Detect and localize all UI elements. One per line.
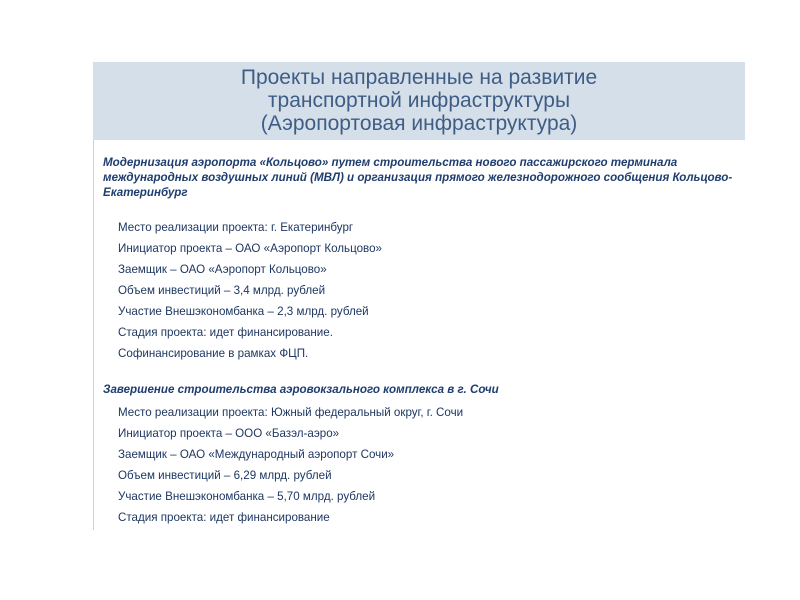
title-line: Проекты направленные на развитие [240, 66, 598, 89]
project-heading-koltsovo: Модернизация аэропорта «Кольцово» путем строительства нового пассажирского терминала международных воздушных линий (МВЛ) и организация прямого железнодорожного сообщения Кольцово-Екатеринбург [103, 156, 733, 199]
slide-title [93, 66, 745, 135]
list-item: Место реализации проекта: г. Екатеринбург [118, 221, 354, 234]
project-details-koltsovo [118, 217, 382, 364]
list-item: Софинансирование в рамках ФЦП. [118, 347, 309, 360]
list-item: Участие Внешэкономбанка – 5,70 млрд. рублей [118, 490, 376, 503]
list-item: Объем инвестиций – 6,29 млрд. рублей [118, 469, 332, 482]
list-item: Инициатор проекта – ОАО «Аэропорт Кольцово» [118, 242, 382, 255]
slide [93, 62, 745, 530]
list-item: Инициатор проекта – ООО «Базэл-аэро» [118, 427, 340, 440]
list-item: Стадия проекта: идет финансирование. [118, 326, 333, 339]
list-item: Участие Внешэкономбанка – 2,3 млрд. рублей [118, 305, 369, 318]
list-item: Заемщик – ОАО «Аэропорт Кольцово» [118, 263, 327, 276]
title-band [93, 62, 745, 140]
title-line: транспортной инфраструктуры [267, 89, 571, 112]
project-heading-sochi: Завершение строительства аэровокзального комплекса в г. Сочи [103, 383, 499, 396]
project-details-sochi [118, 402, 463, 528]
list-item: Заемщик – ОАО «Международный аэропорт Сочи» [118, 448, 395, 461]
list-item: Объем инвестиций – 3,4 млрд. рублей [118, 284, 326, 297]
list-item: Место реализации проекта: Южный федеральный округ, г. Сочи [118, 406, 464, 419]
list-item: Стадия проекта: идет финансирование [118, 511, 330, 524]
title-line: (Аэропортовая инфраструктура) [260, 112, 578, 135]
